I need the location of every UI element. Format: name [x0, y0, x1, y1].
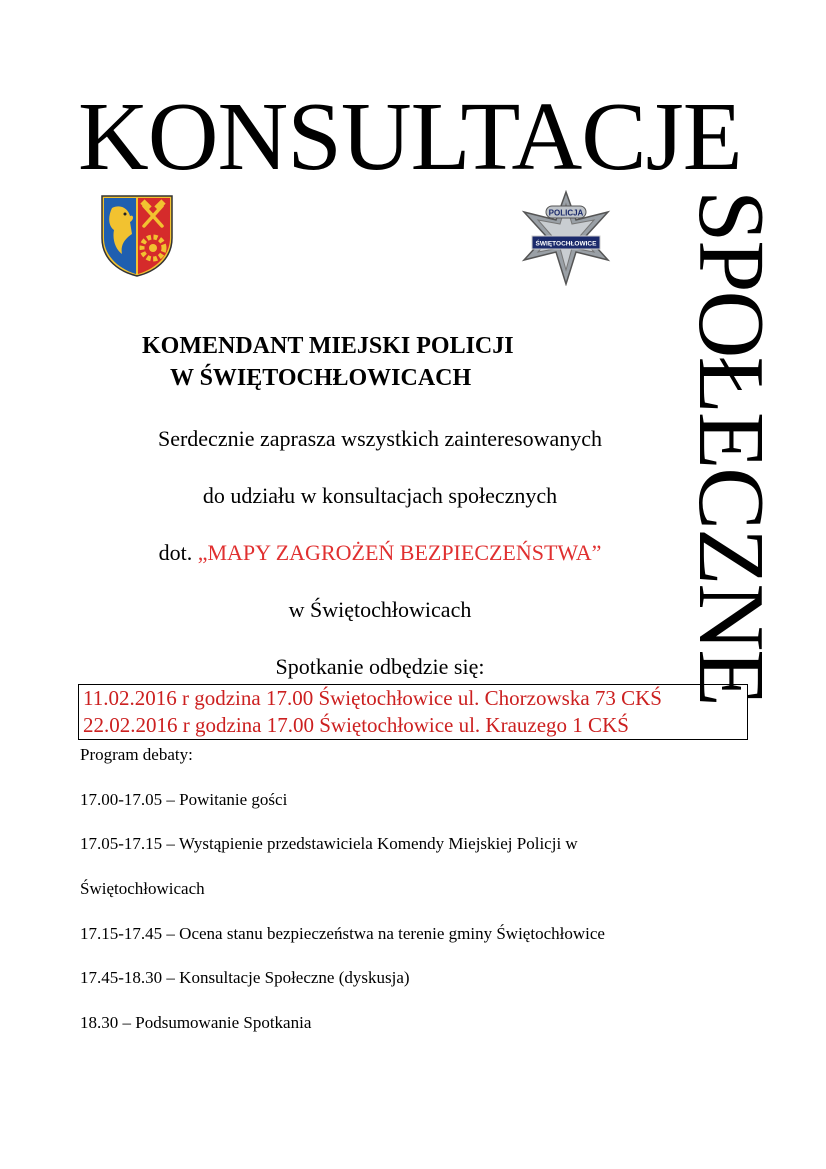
meeting-dates-box — [78, 684, 748, 740]
program-heading: Program debaty: — [80, 745, 193, 764]
poster-title: KONSULTACJE — [78, 83, 742, 191]
police-badge-icon — [514, 190, 618, 286]
program-item-2: 17.05-17.15 – Wystąpienie przedstawiciela Komendy Miejskiej Policji w — [80, 834, 578, 853]
program-item-3: 17.15-17.45 – Ocena stanu bezpieczeństwa na terenie gminy Świętochłowice — [80, 924, 605, 943]
heading-line-1: KOMENDANT MIEJSKI POLICJI — [142, 333, 514, 359]
vertical-title-text: SPOŁECZNE — [679, 190, 783, 705]
badge-top-text: POLICJA — [548, 208, 584, 218]
program-item-2-continued: Świętochłowicach — [80, 879, 205, 898]
badge-banner-text: ŚWIĘTOCHŁOWICE — [535, 240, 597, 248]
program-item-5: 18.30 – Podsumowanie Spotkania — [80, 1013, 312, 1032]
invitation-line-1: Serdecznie zaprasza wszystkich zainteresowanych — [157, 426, 603, 451]
invitation-line-5: Spotkanie odbędzie się: — [275, 654, 485, 679]
program-item-1: 17.00-17.05 – Powitanie gości — [80, 790, 288, 809]
coat-of-arms-icon — [100, 194, 174, 278]
meeting-date-1: 11.02.2016 r godzina 17.00 Świętochłowice ul. Chorzowska 73 CKŚ — [83, 686, 662, 710]
invitation-line-3 — [0, 539, 760, 567]
meeting-date-2: 22.02.2016 r godzina 17.00 Świętochłowice ul. Krauzego 1 CKŚ — [83, 713, 629, 737]
program-item-4: 17.45-18.30 – Konsultacje Społeczne (dyskusja) — [80, 968, 410, 987]
heading-line-2: W ŚWIĘTOCHŁOWICACH — [170, 365, 472, 391]
invitation-line-4: w Świętochłowicach — [288, 597, 472, 622]
invitation-line-2: do udziału w konsultacjach społecznych — [202, 483, 558, 508]
invitation-line-3-prefix: dot. — [158, 540, 198, 565]
map-title-highlight: „MAPY ZAGROŻEŃ BEZPIECZEŃSTWA” — [197, 540, 602, 565]
vertical-title — [640, 190, 800, 730]
